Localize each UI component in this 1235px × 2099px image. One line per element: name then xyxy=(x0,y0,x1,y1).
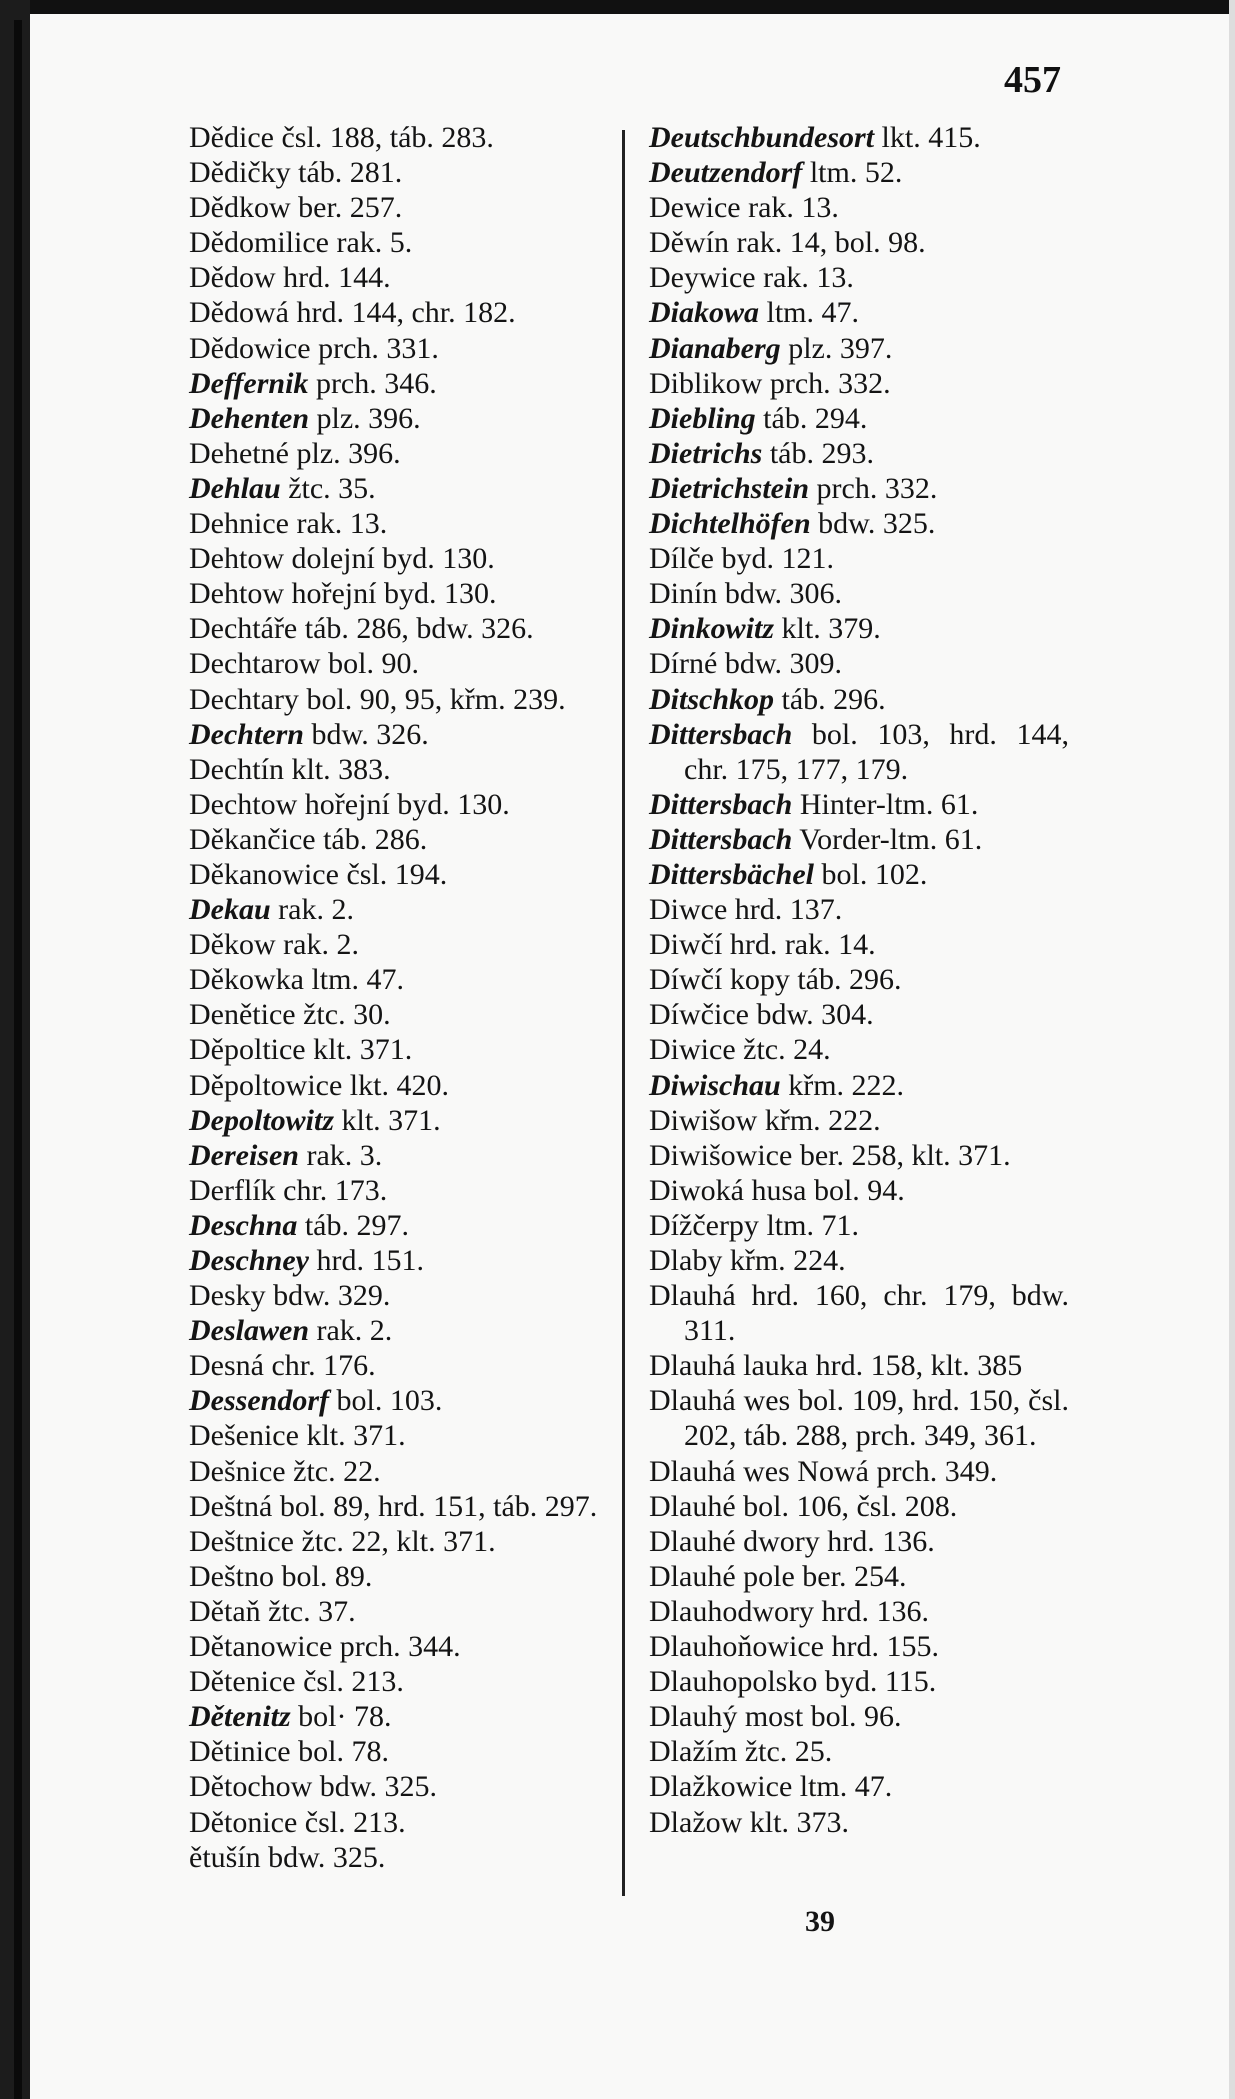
entry-references: wes bol. 109, hrd. 150, čsl. 202, táb. 288, prch. 349, 361. xyxy=(684,1384,1069,1453)
index-entry xyxy=(189,1489,619,1524)
entry-references: táb. 296. xyxy=(774,682,886,716)
entry-references: bdw. 309. xyxy=(717,647,843,681)
entry-headword: Dinín xyxy=(649,577,718,611)
index-entry xyxy=(189,506,619,541)
entry-references: rak. 2. xyxy=(270,893,354,927)
entry-headword: Dědičky xyxy=(189,156,291,190)
entry-references: hrd. rak. 14. xyxy=(722,928,876,962)
entry-references: táb. 293. xyxy=(762,436,874,470)
entry-headword: Diwišowice xyxy=(649,1138,793,1172)
entry-headword: Díwčí xyxy=(649,963,723,997)
entry-references: hrd. 136. xyxy=(813,1594,929,1628)
entry-references: táb. 297. xyxy=(297,1208,409,1242)
index-entry xyxy=(189,892,619,927)
entry-headword: Dewice xyxy=(649,191,741,225)
index-entry xyxy=(649,1243,1069,1278)
entry-headword: Děkančice xyxy=(189,822,316,856)
entry-references: hrd. 144. xyxy=(275,261,391,295)
scan-right-edge xyxy=(1229,0,1235,2099)
index-entry xyxy=(649,1138,1069,1173)
entry-headword: Dlauhá xyxy=(649,1384,736,1418)
entry-references: most bol. 96. xyxy=(737,1700,902,1734)
entry-references: rak. 3. xyxy=(298,1138,383,1172)
entry-references: bol. 106, čsl. 208. xyxy=(735,1489,958,1523)
entry-references: rak. 14, bol. 98. xyxy=(728,226,926,260)
entry-headword: Ditschkop xyxy=(649,682,775,716)
entry-headword: Děkowka xyxy=(189,963,304,997)
index-entry xyxy=(189,401,619,436)
index-entry xyxy=(189,822,619,857)
entry-headword: Dehtow xyxy=(189,542,284,576)
entry-references: wes Nowá prch. 349. xyxy=(735,1454,998,1488)
entry-references: ltm. 47. xyxy=(792,1770,893,1804)
index-entry xyxy=(649,190,1069,225)
entry-references: rak. 2. xyxy=(275,928,359,962)
index-entry xyxy=(649,225,1069,260)
index-entry xyxy=(649,1454,1069,1489)
entry-references: rak. 5. xyxy=(328,226,413,260)
entry-headword: Diebling xyxy=(649,401,756,435)
index-entry xyxy=(189,1138,619,1173)
entry-headword: Diwčí xyxy=(649,928,723,962)
entry-references: byd. 121. xyxy=(713,542,834,576)
entry-references: bol. 103, hrd. 144, chr. 175, 177, 179. xyxy=(684,717,1069,786)
entry-references: dolejní byd. 130. xyxy=(283,542,495,576)
index-entry xyxy=(649,1032,1069,1067)
entry-references: prch. 344. xyxy=(332,1630,461,1664)
entry-references: žtc. 37. xyxy=(260,1594,356,1628)
column-divider xyxy=(622,130,625,1896)
index-entry xyxy=(189,1243,619,1278)
entry-references: bol. 89. xyxy=(274,1559,373,1593)
entry-references: Vorder-ltm. 61. xyxy=(792,822,983,856)
entry-headword: Děpoltice xyxy=(189,1033,306,1067)
entry-headword: Desná xyxy=(189,1349,264,1383)
index-entry xyxy=(189,541,619,576)
entry-headword: Dlaby xyxy=(649,1244,723,1277)
scan-top-edge xyxy=(0,0,1235,14)
entry-references: plz. 397. xyxy=(780,331,893,365)
entry-references: bol· 78. xyxy=(290,1700,392,1734)
index-entry xyxy=(649,1559,1069,1594)
index-entry xyxy=(649,120,1069,155)
entry-headword: Dětenitz xyxy=(189,1700,291,1734)
index-entry xyxy=(649,787,1069,822)
entry-headword: Dehnice xyxy=(189,507,289,541)
entry-headword: Dehtow xyxy=(189,577,284,611)
entry-references: táb. 281. xyxy=(290,156,403,190)
entry-references: rak. 13. xyxy=(755,261,854,295)
index-entry xyxy=(649,1699,1069,1734)
entry-references: rak. 2. xyxy=(309,1314,393,1348)
index-entry xyxy=(649,962,1069,997)
entry-headword: Dittersbach xyxy=(649,822,793,856)
entry-headword: Dlažkowice xyxy=(649,1770,793,1804)
index-entry xyxy=(189,927,619,962)
entry-headword: Dechtow xyxy=(189,787,298,821)
index-entry xyxy=(649,1489,1069,1524)
index-entry xyxy=(189,646,619,681)
entry-references: táb. 286, bdw. 326. xyxy=(297,612,534,646)
entry-headword: Dlauhé xyxy=(649,1524,736,1558)
index-entry xyxy=(189,682,619,717)
entry-references: křm. 222. xyxy=(780,1068,905,1102)
scan-binding-shadow xyxy=(14,20,22,2099)
entry-headword: Dechtáře xyxy=(189,612,298,646)
index-entry xyxy=(649,541,1069,576)
index-entry xyxy=(649,1383,1069,1453)
entry-references: křm. 224. xyxy=(722,1244,846,1277)
index-entry xyxy=(189,366,619,401)
index-entry xyxy=(189,787,619,822)
entry-references: hrd. 160, chr. 179, bdw. 311. xyxy=(684,1279,1069,1348)
entry-references: ber. 258, klt. 371. xyxy=(792,1138,1011,1172)
entry-headword: Dědomilice xyxy=(189,226,329,260)
entry-headword: Deutschbundesort xyxy=(649,121,875,154)
entry-headword: Dechtern xyxy=(189,717,304,751)
entry-headword: Děwín xyxy=(649,226,729,260)
index-entry xyxy=(189,611,619,646)
entry-references: ltm. 52. xyxy=(802,156,903,190)
entry-references: ltm. 71. xyxy=(758,1208,859,1242)
index-entry xyxy=(649,295,1069,330)
entry-headword: Dílče xyxy=(649,542,714,576)
index-entry xyxy=(189,1524,619,1559)
entry-references: chr. 176. xyxy=(263,1349,376,1383)
entry-headword: Děpoltowice xyxy=(189,1068,343,1102)
index-entry xyxy=(189,120,619,155)
index-entry xyxy=(189,260,619,295)
entry-headword: Díwčice xyxy=(649,998,749,1032)
index-entry xyxy=(189,1664,619,1699)
index-entry xyxy=(649,822,1069,857)
entry-headword: Dětanowice xyxy=(189,1630,333,1664)
entry-headword: Derflík xyxy=(189,1173,276,1207)
entry-headword: Dittersbächel xyxy=(649,857,814,891)
index-entry xyxy=(649,1524,1069,1559)
entry-references: čsl. 213. xyxy=(295,1665,404,1699)
entry-headword: Dehlau xyxy=(189,471,281,505)
index-entry xyxy=(189,295,619,330)
entry-references: hořejní byd. 130. xyxy=(283,577,497,611)
index-entry xyxy=(649,331,1069,366)
entry-references: žtc. 24. xyxy=(735,1033,831,1067)
entry-headword: Diwce xyxy=(649,893,728,927)
entry-references: bdw. 326. xyxy=(304,717,429,751)
left-column xyxy=(189,120,619,1875)
entry-references: ltm. 47. xyxy=(759,296,860,330)
index-entry xyxy=(189,1629,619,1664)
entry-references: prch. 332. xyxy=(762,366,891,400)
entry-headword: Dianaberg xyxy=(649,331,781,365)
entry-headword: Dlažow xyxy=(649,1805,743,1839)
index-entry xyxy=(189,1032,619,1067)
entry-references: prch. 332. xyxy=(809,471,938,505)
entry-references: táb. 286. xyxy=(315,822,428,856)
entry-references: prch. 346. xyxy=(308,366,437,400)
entry-headword: Dlauhý xyxy=(649,1700,738,1734)
entry-headword: Diwischau xyxy=(649,1068,781,1102)
entry-references: hrd. 155. xyxy=(823,1630,939,1664)
index-entry xyxy=(649,1629,1069,1664)
entry-references: hrd. 151. xyxy=(308,1244,424,1277)
index-entry xyxy=(189,752,619,787)
entry-references: plz. 396. xyxy=(309,401,421,435)
entry-references: čsl. 188, táb. 283. xyxy=(273,121,494,154)
entry-references: rak. 13. xyxy=(740,191,839,225)
entry-references: rak. 13. xyxy=(288,507,388,541)
entry-headword: Dlauhá xyxy=(649,1279,736,1313)
entry-headword: Deutzendorf xyxy=(649,156,803,190)
entry-references: hořejní byd. 130. xyxy=(297,787,510,821)
entry-references: klt. 371. xyxy=(305,1033,413,1067)
index-entry xyxy=(649,927,1069,962)
index-entry xyxy=(649,717,1069,787)
index-entry xyxy=(189,857,619,892)
entry-headword: Dekau xyxy=(189,893,271,927)
entry-references: táb. 294. xyxy=(755,401,868,435)
entry-references: žtc. 25. xyxy=(737,1735,833,1769)
entry-references: žtc. 30. xyxy=(295,998,391,1032)
entry-headword: Diwišow xyxy=(649,1103,758,1137)
page-number: 457 xyxy=(1004,59,1061,101)
entry-references: plz. 396. xyxy=(288,436,401,470)
entry-headword: Dětenice xyxy=(189,1665,296,1699)
entry-headword: Diblikow xyxy=(649,366,763,400)
entry-headword: Depoltowitz xyxy=(189,1103,335,1137)
entry-headword: Dechtarow xyxy=(189,647,321,681)
entry-references: bdw. 306. xyxy=(717,577,843,611)
entry-references: bol. 103. xyxy=(329,1384,443,1418)
entry-headword: Dědice xyxy=(189,121,274,154)
entry-references: klt. 371. xyxy=(334,1103,441,1137)
entry-headword: Dereisen xyxy=(189,1138,299,1172)
entry-references: husa bol. 94. xyxy=(743,1173,905,1207)
entry-references: bdw. 329. xyxy=(265,1279,391,1313)
index-entry xyxy=(649,1278,1069,1348)
entry-headword: Deštno xyxy=(189,1559,274,1593)
entry-references: křm. 222. xyxy=(757,1103,881,1137)
entry-headword: Dietrichstein xyxy=(649,471,810,505)
entry-headword: Dlauhoňowice xyxy=(649,1630,824,1664)
entry-references: bdw. 325. xyxy=(260,1840,386,1874)
entry-headword: Děkow xyxy=(189,928,276,962)
index-entry xyxy=(649,1805,1069,1840)
entry-headword: Dinkowitz xyxy=(649,612,775,646)
index-entry xyxy=(189,1454,619,1489)
entry-headword: Dlauhodwory xyxy=(649,1594,814,1628)
index-entry xyxy=(189,1418,619,1453)
entry-headword: Dědowá xyxy=(189,296,289,330)
entry-headword: Diakowa xyxy=(649,296,760,330)
entry-headword: Desky xyxy=(189,1279,266,1313)
entry-headword: Dětaň xyxy=(189,1594,261,1628)
entry-references: prch. 331. xyxy=(310,331,439,365)
entry-references: bdw. 304. xyxy=(748,998,874,1032)
entry-headword: Dlauhá xyxy=(649,1349,736,1383)
entry-references: bol. 90, 95, křm. 239. xyxy=(298,682,566,716)
entry-references: byd. 115. xyxy=(817,1665,937,1699)
entry-references: lkt. 420. xyxy=(342,1068,449,1102)
entry-references: klt. 371. xyxy=(298,1419,406,1453)
entry-headword: Dittersbach xyxy=(649,717,793,751)
right-column xyxy=(649,120,1069,1840)
index-entry xyxy=(649,892,1069,927)
index-entry xyxy=(649,646,1069,681)
index-entry xyxy=(189,1068,619,1103)
entry-headword: Deschney xyxy=(189,1244,309,1277)
index-entry xyxy=(649,366,1069,401)
entry-headword: Dešnice xyxy=(189,1454,286,1488)
entry-headword: Dittersbach xyxy=(649,787,793,821)
entry-headword: Dětonice xyxy=(189,1805,298,1839)
entry-headword: Deštná xyxy=(189,1489,273,1523)
entry-headword: Dehetné xyxy=(189,436,289,470)
index-entry xyxy=(189,1383,619,1418)
index-entry xyxy=(649,611,1069,646)
index-entry xyxy=(649,260,1069,295)
entry-headword: Dlauhé xyxy=(649,1489,736,1523)
entry-headword: Deslawen xyxy=(189,1314,309,1348)
index-entry xyxy=(189,1103,619,1138)
entry-references: bol. 90. xyxy=(320,647,419,681)
entry-headword: Diwoká xyxy=(649,1173,744,1207)
entry-headword: Dědkow xyxy=(189,191,291,225)
index-entry xyxy=(189,1278,619,1313)
entry-headword: Dietrichs xyxy=(649,436,763,470)
entry-headword: Dichtelhöfen xyxy=(649,507,811,541)
entry-headword: Dědowice xyxy=(189,331,311,365)
entry-headword: Dešenice xyxy=(189,1419,299,1453)
index-entry xyxy=(189,1699,619,1734)
index-entry xyxy=(649,1068,1069,1103)
entry-references: čsl. 213. xyxy=(297,1805,406,1839)
entry-headword: Dessendorf xyxy=(189,1384,329,1418)
entry-headword: Deffernik xyxy=(189,366,309,400)
index-entry xyxy=(189,717,619,752)
entry-headword: Dehenten xyxy=(189,401,309,435)
entry-references: bdw. 325. xyxy=(810,507,936,541)
index-entry xyxy=(649,1594,1069,1629)
index-entry xyxy=(649,1664,1069,1699)
entry-headword: Deštnice xyxy=(189,1524,294,1558)
entry-headword: Dědow xyxy=(189,261,276,295)
index-entry xyxy=(189,471,619,506)
index-entry xyxy=(649,1769,1069,1804)
entry-headword: Dětinice xyxy=(189,1735,291,1769)
index-entry xyxy=(189,1594,619,1629)
index-entry xyxy=(189,190,619,225)
entry-references: klt. 379. xyxy=(774,612,881,646)
index-entry xyxy=(189,1348,619,1383)
entry-references: klt. 383. xyxy=(283,752,391,786)
entry-headword: Děkanowice xyxy=(189,857,339,891)
entry-headword: Dížčerpy xyxy=(649,1208,759,1242)
entry-references: bol. 78. xyxy=(290,1735,389,1769)
index-entry xyxy=(649,1734,1069,1769)
index-entry xyxy=(189,1208,619,1243)
index-entry xyxy=(189,436,619,471)
index-entry xyxy=(189,1173,619,1208)
entry-headword: Denětice xyxy=(189,998,296,1032)
index-entry xyxy=(649,682,1069,717)
index-entry xyxy=(649,1103,1069,1138)
entry-headword: Dechtín xyxy=(189,752,284,786)
signature-mark: 39 xyxy=(805,1905,835,1938)
entry-headword: Dírné xyxy=(649,647,718,681)
index-entry xyxy=(649,1348,1069,1383)
index-entry xyxy=(649,155,1069,190)
entry-headword: ětušín xyxy=(189,1840,261,1874)
index-entry xyxy=(649,1173,1069,1208)
entry-headword: Diwice xyxy=(649,1033,736,1067)
index-entry xyxy=(189,155,619,190)
entry-references: hrd. 144, chr. 182. xyxy=(288,296,516,330)
index-entry xyxy=(189,997,619,1032)
index-entry xyxy=(189,1734,619,1769)
entry-references: žtc. 35. xyxy=(280,471,376,505)
entry-references: bdw. 325. xyxy=(312,1770,438,1804)
index-entry xyxy=(189,1559,619,1594)
index-entry xyxy=(189,1840,619,1875)
index-entry xyxy=(189,1769,619,1804)
entry-references: žtc. 22, klt. 371. xyxy=(293,1524,496,1558)
index-entry xyxy=(649,471,1069,506)
entry-headword: Dechtary xyxy=(189,682,299,716)
entry-headword: Dětochow xyxy=(189,1770,313,1804)
entry-headword: Deschna xyxy=(189,1208,298,1242)
index-entry xyxy=(189,1313,619,1348)
entry-headword: Dlažím xyxy=(649,1735,738,1769)
entry-references: lauka hrd. 158, klt. 385 xyxy=(735,1349,1023,1383)
entry-references: kopy táb. 296. xyxy=(722,963,902,997)
entry-references: bol. 102. xyxy=(814,857,928,891)
entry-references: Hinter-ltm. 61. xyxy=(792,787,979,821)
entry-references: pole ber. 254. xyxy=(735,1559,907,1593)
index-entry xyxy=(189,1805,619,1840)
entry-references: dwory hrd. 136. xyxy=(735,1524,935,1558)
index-entry xyxy=(189,962,619,997)
entry-references: bol. 89, hrd. 151, táb. 297. xyxy=(272,1489,598,1523)
entry-references: ltm. 47. xyxy=(303,963,404,997)
entry-references: čsl. 194. xyxy=(338,857,448,891)
index-entry xyxy=(649,997,1069,1032)
index-entry xyxy=(649,576,1069,611)
index-entry xyxy=(649,436,1069,471)
entry-references: žtc. 22. xyxy=(285,1454,381,1488)
index-entry xyxy=(649,506,1069,541)
index-entry xyxy=(649,857,1069,892)
index-entry xyxy=(189,225,619,260)
entry-headword: Dlauhá xyxy=(649,1454,736,1488)
index-entry xyxy=(189,331,619,366)
index-entry xyxy=(649,1208,1069,1243)
entry-references: lkt. 415. xyxy=(874,121,981,154)
entry-headword: Deywice xyxy=(649,261,756,295)
entry-references: klt. 373. xyxy=(742,1805,849,1839)
index-entry xyxy=(649,401,1069,436)
entry-references: hrd. 137. xyxy=(727,893,843,927)
index-entry xyxy=(189,576,619,611)
entry-references: chr. 173. xyxy=(275,1173,388,1207)
entry-headword: Dlauhopolsko xyxy=(649,1665,818,1699)
entry-headword: Dlauhé xyxy=(649,1559,736,1593)
entry-references: ber. 257. xyxy=(290,191,403,225)
